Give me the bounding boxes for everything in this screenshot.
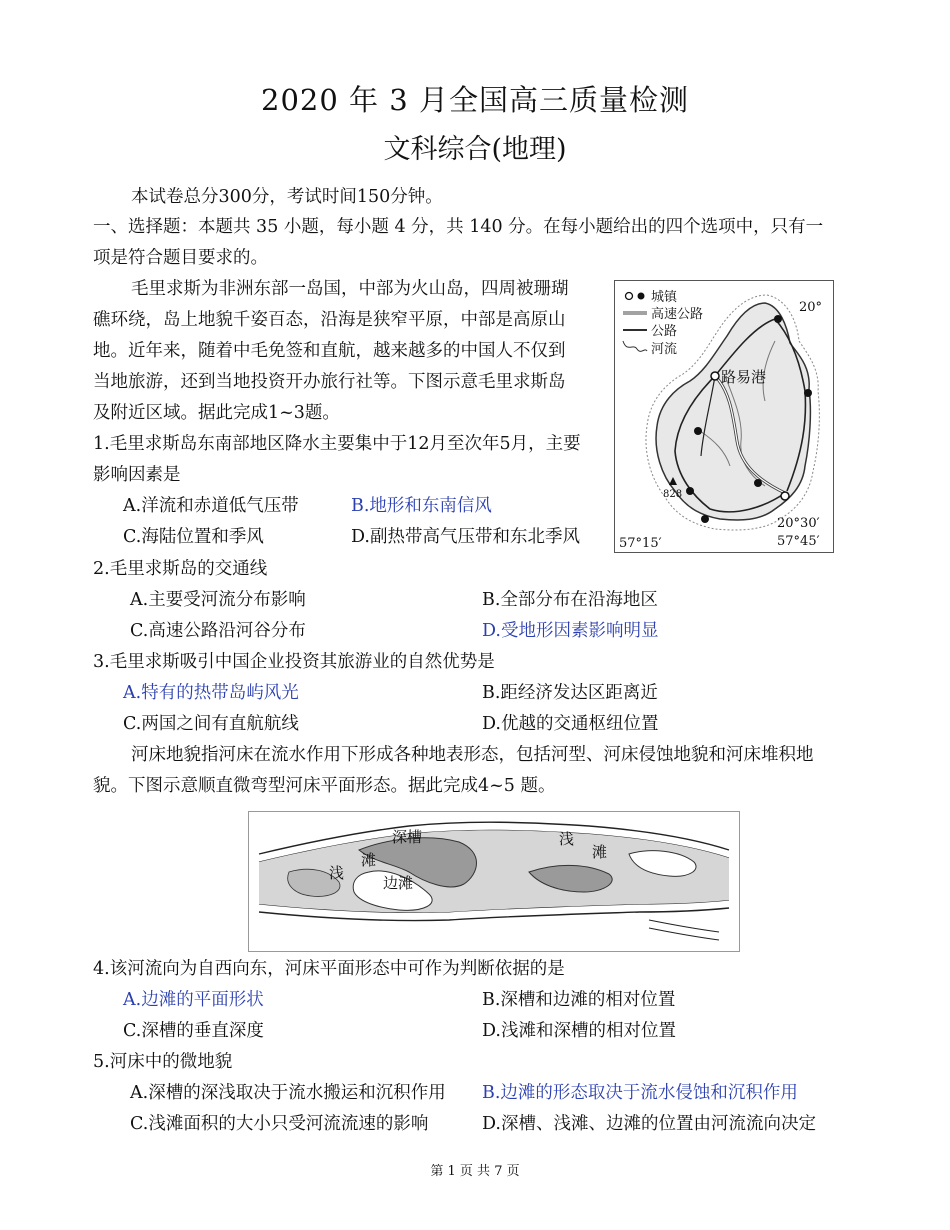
shoal-label-1b: 滩	[361, 851, 377, 869]
passage1-line: 礁环绕，岛上地貌千姿百态，沿海是狭窄平原，中部是高原山	[93, 310, 566, 330]
peak-label: 828	[663, 489, 683, 500]
q3-option-b: B.距经济发达区距离近	[482, 683, 658, 703]
legend-town-open-icon	[626, 293, 633, 300]
latitude-bottom-label: 20°30′	[777, 516, 820, 531]
q3-stem: 3.毛里求斯吸引中国企业投资其旅游业的自然优势是	[93, 652, 495, 672]
q1-stem-cont: 影响因素是	[93, 465, 181, 485]
passage2-line: 河床地貌指河床在流水作用下形成各种地表形态，包括河型、河床侵蚀地貌和河床堆积地	[131, 745, 814, 765]
town-dot	[804, 389, 812, 397]
q5-stem: 5.河床中的微地貌	[93, 1052, 233, 1072]
longitude-right-label: 57°45′	[777, 534, 820, 549]
q5-option-c: C.浅滩面积的大小只受河流流速的影响	[130, 1114, 429, 1134]
q3-option-c: C.两国之间有直航航线	[123, 714, 299, 734]
legend-town-dot-icon	[638, 293, 645, 300]
q5-option-a: A.深槽的深浅取决于流水搬运和沉积作用	[130, 1083, 446, 1103]
q2-option-d: D.受地形因素影响明显	[482, 621, 659, 641]
mauritius-map	[614, 280, 834, 553]
longitude-left-label: 57°15′	[619, 536, 662, 551]
q4-stem: 4.该河流向为自西向东，河床平面形态中可作为判断依据的是	[93, 959, 565, 979]
section-heading-line1: 一、选择题：本题共 35 小题，每小题 4 分，共 140 分。在每小题给出的四个选项中，只有一	[93, 217, 824, 237]
q1-option-a: A.洋流和赤道低气压带	[123, 496, 299, 516]
q5-option-d: D.深槽、浅滩、边滩的位置由河流流向决定	[482, 1114, 816, 1134]
q1-option-c: C.海陆位置和季风	[123, 527, 264, 547]
q2-stem: 2.毛里求斯岛的交通线	[93, 559, 268, 579]
deep-channel-label: 深槽	[392, 828, 423, 846]
latitude-top-label: 20°	[799, 300, 823, 315]
side-channel	[649, 928, 719, 940]
q3-option-a: A.特有的热带岛屿风光	[123, 683, 299, 703]
passage1-line: 当地旅游，还到当地投资开办旅行社等。下图示意毛里求斯岛	[93, 372, 566, 392]
town-dot	[686, 487, 694, 495]
shoal-label-2a: 浅	[559, 830, 575, 848]
passage1-line: 地。近年来，随着中毛免签和直航，越来越多的中国人不仅到	[93, 341, 566, 361]
river-bed-svg	[249, 812, 739, 951]
legend-town-label: 城镇	[651, 290, 678, 305]
shoal-label-1a: 浅	[329, 864, 345, 882]
q2-option-c: C.高速公路沿河谷分布	[130, 621, 306, 641]
legend-river-icon	[623, 341, 647, 351]
legend-road-label: 公路	[651, 324, 678, 339]
q2-option-a: A.主要受河流分布影响	[130, 590, 306, 610]
legend-highway-label: 高速公路	[651, 307, 704, 322]
exam-subtitle: 文科综合(地理)	[383, 134, 567, 165]
passage2-line: 貌。下图示意顺直微弯型河床平面形态。据此完成4~5 题。	[93, 776, 556, 796]
passage1-line: 毛里求斯为非洲东部一岛国，中部为火山岛，四周被珊瑚	[131, 279, 569, 299]
q4-option-d: D.浅滩和深槽的相对位置	[482, 1021, 676, 1041]
q1-stem: 1.毛里求斯岛东南部地区降水主要集中于12月至次年5月，主要	[93, 434, 581, 454]
q4-option-b: B.深槽和边滩的相对位置	[482, 990, 676, 1010]
section-heading-line2: 项是符合题目要求的。	[93, 248, 268, 268]
q5-option-b: B.边滩的形态取决于流水侵蚀和沉积作用	[482, 1083, 798, 1103]
town-dot	[694, 427, 702, 435]
edge-bar-label: 边滩	[383, 874, 414, 892]
q1-option-b: B.地形和东南信风	[351, 496, 492, 516]
q4-option-a: A.边滩的平面形状	[123, 990, 264, 1010]
river-bed-figure	[248, 811, 740, 952]
exam-title: 2020 年 3 月全国高三质量检测	[261, 83, 689, 117]
town-dot	[774, 315, 782, 323]
q1-option-d: D.副热带高气压带和东北季风	[351, 527, 580, 547]
q3-option-d: D.优越的交通枢纽位置	[482, 714, 659, 734]
port-circle	[711, 372, 719, 380]
passage1-line: 及附近区域。据此完成1~3题。	[93, 403, 340, 423]
town-dot	[701, 515, 709, 523]
shoal-label-2b: 滩	[592, 843, 608, 861]
q2-option-b: B.全部分布在沿海地区	[482, 590, 658, 610]
q4-option-c: C.深槽的垂直深度	[123, 1021, 264, 1041]
exam-info: 本试卷总分300分，考试时间150分钟。	[131, 187, 443, 207]
page-number: 第 1 页 共 7 页	[430, 1164, 520, 1179]
town-circle	[781, 492, 789, 500]
legend-river-label: 河流	[651, 342, 678, 357]
mauritius-map-svg	[615, 281, 833, 552]
port-label: 路易港	[721, 368, 767, 386]
town-dot	[754, 479, 762, 487]
